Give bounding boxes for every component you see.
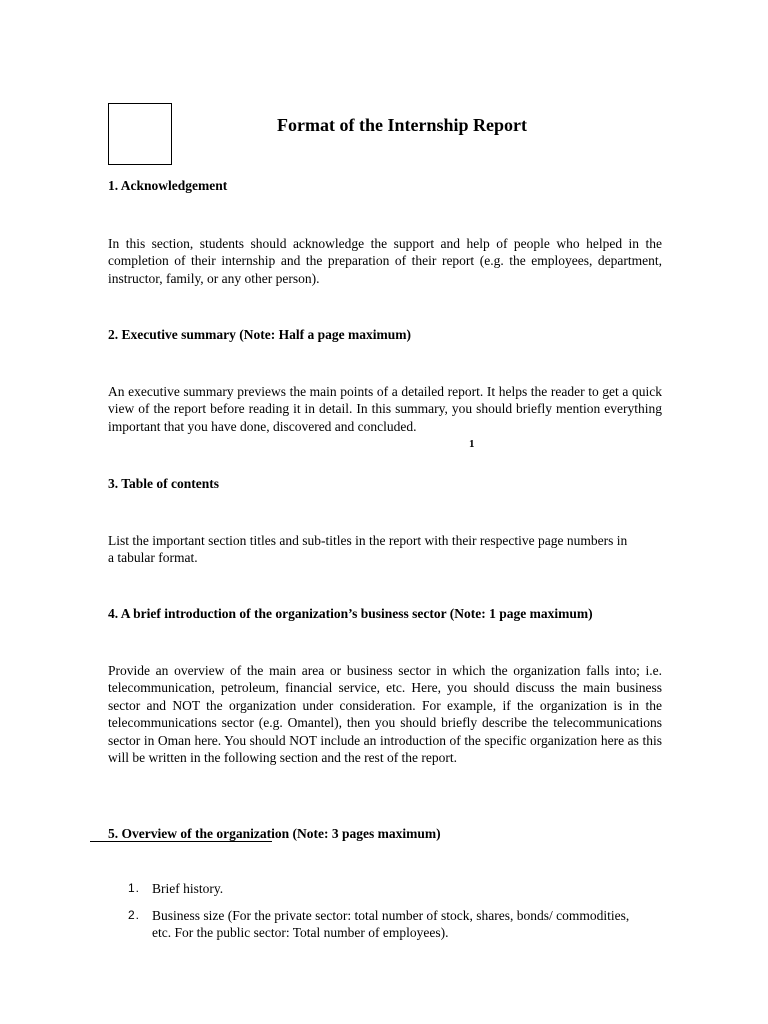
section-heading-organization-overview: 5. Overview of the organization (Note: 3 pages maximum)	[108, 826, 441, 841]
section-heading-executive-summary: 2. Executive summary (Note: Half a page maximum)	[108, 327, 411, 342]
section-heading-table-of-contents: 3. Table of contents	[108, 476, 220, 491]
page-number: 1	[469, 438, 475, 450]
document-title: Format of the Internship Report	[277, 115, 527, 135]
list-item-number: 1.	[128, 881, 141, 895]
list-item-number: 2.	[128, 908, 141, 922]
list-item-text: Business size (For the private sector: total number of stock, shares, bonds/ commodities, etc. For the public sector: Total number of employees).	[152, 908, 630, 940]
organization-overview-list	[128, 880, 648, 951]
section-heading-business-sector: 4. A brief introduction of the organization’s business sector (Note: 1 page maximum)	[108, 606, 593, 621]
list-item-text: Brief history.	[152, 881, 224, 896]
section-heading-acknowledgement: 1. Acknowledgement	[108, 178, 228, 193]
list-item	[128, 880, 648, 897]
section-body-executive-summary: An executive summary previews the main points of a detailed report. It helps the reader to get a quick view of the report before reading it in detail. In this summary, you should briefly mention everything important that you have done, discovered and concluded.	[108, 384, 662, 434]
list-item	[128, 907, 648, 941]
section-body-table-of-contents: List the important section titles and sub-titles in the report with their respective page numbers in a tabular format.	[108, 533, 628, 566]
section-body-business-sector: Provide an overview of the main area or business sector in which the organization falls into; i.e. telecommunication, petroleum, financial service, etc. Here, you should discuss the main business sector and NOT the organization under consideration. For example, if the organization is in the telecommunications sector (e.g. Omantel), then you should briefly describe the telecommunications sector in Oman here. You should NOT include an introduction of the specific organization here as this will be written in the following section and the rest of the report.	[108, 663, 662, 766]
section-body-acknowledgement: In this section, students should acknowledge the support and help of people who helped in the completion of their internship and the preparation of their report (e.g. the employees, department, instructor, family, or any other person).	[108, 236, 662, 286]
